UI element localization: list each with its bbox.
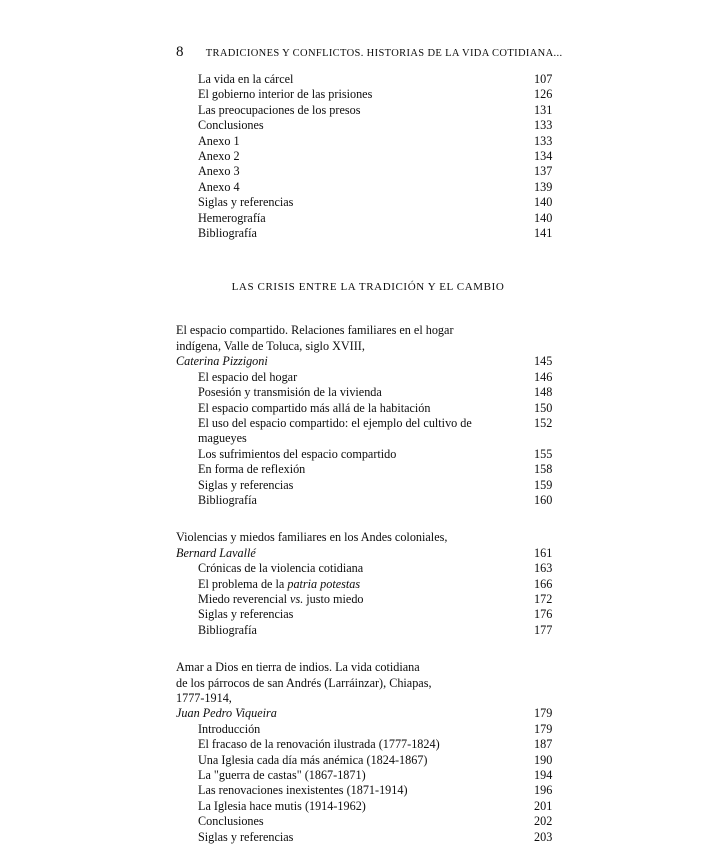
toc-entry[interactable] xyxy=(198,478,560,493)
spacer xyxy=(176,241,560,281)
toc-entry-page: 201 xyxy=(534,798,553,813)
toc-entry-label: Conclusiones xyxy=(198,814,264,829)
toc-entry-page: 159 xyxy=(534,477,553,492)
toc-entry-label-post: justo miedo xyxy=(303,591,364,606)
toc-entry-label: La vida en la cárcel xyxy=(198,72,294,86)
toc-entry-label: Anexo 1 xyxy=(198,133,240,148)
toc-entry[interactable] xyxy=(198,195,560,210)
toc-entry-label: Introducción xyxy=(198,721,261,736)
toc-chapter-author: Bernard Lavallé xyxy=(176,545,256,560)
toc-entry-label: El gobierno interior de las prisiones xyxy=(198,87,373,102)
toc-entry[interactable] xyxy=(198,592,560,607)
spacer xyxy=(176,638,560,660)
toc-entry-page: 187 xyxy=(534,737,553,752)
toc-entry-label: Hemerografía xyxy=(198,210,266,225)
toc-entry-page: 196 xyxy=(534,783,553,798)
toc-chapter-title xyxy=(176,660,444,722)
toc-entry[interactable] xyxy=(198,87,560,102)
toc-entry-label-italic: vs. xyxy=(290,591,304,606)
toc-chapter-heading[interactable] xyxy=(176,530,560,561)
toc-entry-page: 107 xyxy=(534,72,553,86)
toc-entry[interactable] xyxy=(198,164,560,179)
toc-entry[interactable] xyxy=(198,416,560,447)
toc-entry-page: 190 xyxy=(534,752,553,767)
toc-entry-label: La "guerra de castas" (1867-1871) xyxy=(198,768,366,783)
toc-entry[interactable] xyxy=(198,768,560,783)
toc-entry-label: Una Iglesia cada día más anémica (1824-1867) xyxy=(198,752,428,767)
toc-entry-page: 177 xyxy=(534,622,553,637)
toc-entry-label: Siglas y referencias xyxy=(198,607,294,622)
toc-chapter-title-line-2 xyxy=(176,339,454,370)
toc-entry[interactable] xyxy=(198,737,560,752)
toc-entry-page: 133 xyxy=(534,118,553,133)
toc-entry[interactable] xyxy=(198,607,560,622)
toc-entry-page: 150 xyxy=(534,400,553,415)
toc-entry-label: Siglas y referencias xyxy=(198,477,294,492)
toc-group-chapter-2 xyxy=(176,530,560,638)
toc-entry-page: 176 xyxy=(534,607,553,622)
toc-entry-page: 152 xyxy=(534,415,553,430)
toc-chapter-title-line-2: de los párrocos de san Andrés (Larráinzar), Chiapas, xyxy=(176,675,432,690)
toc-chapter-title-line-3 xyxy=(176,691,432,722)
toc-entry[interactable] xyxy=(198,211,560,226)
toc-chapter-title-line-1: Violencias y miedos familiares en los Andes coloniales, xyxy=(176,530,448,545)
toc-entry[interactable] xyxy=(198,561,560,576)
spacer xyxy=(176,508,560,530)
toc-entry-page: 141 xyxy=(534,226,553,241)
toc-chapter-author: Caterina Pizzigoni xyxy=(176,354,268,369)
toc-entry-page: 166 xyxy=(534,576,553,591)
toc-entry-page: 137 xyxy=(534,164,553,179)
toc-entry[interactable] xyxy=(198,722,560,737)
page-header xyxy=(176,44,563,61)
toc-entry[interactable] xyxy=(198,493,560,508)
toc-entry-label: El fracaso de la renovación ilustrada (1777-1824) xyxy=(198,737,440,752)
toc-entry-page: 203 xyxy=(534,829,553,844)
toc-entry-label: Las preocupaciones de los presos xyxy=(198,102,361,117)
toc-entry[interactable] xyxy=(198,447,560,462)
toc-entry-page: 163 xyxy=(534,561,553,576)
toc-chapter-heading[interactable] xyxy=(176,660,560,722)
toc-chapter-heading[interactable] xyxy=(176,323,560,369)
toc-entry[interactable] xyxy=(198,783,560,798)
toc-chapter-title xyxy=(176,530,459,561)
toc-chapter-page: 179 xyxy=(534,706,553,721)
toc-chapter-title xyxy=(176,323,466,369)
toc-entry-label: El uso del espacio compartido: el ejemplo del cultivo de magueyes xyxy=(198,415,472,446)
toc-entry-label: Anexo 2 xyxy=(198,149,240,164)
toc-entry-page: 158 xyxy=(534,462,553,477)
toc-entry-label: La Iglesia hace mutis (1914-1962) xyxy=(198,798,366,813)
toc-entry-label: Posesión y transmisión de la vivienda xyxy=(198,385,382,400)
toc-entry[interactable] xyxy=(198,830,560,845)
toc-entry[interactable] xyxy=(198,149,560,164)
toc-entry[interactable] xyxy=(198,370,560,385)
toc-entry-label: Conclusiones xyxy=(198,118,264,133)
toc-group-chapter-3 xyxy=(176,660,560,845)
toc-entry-label: Crónicas de la violencia cotidiana xyxy=(198,561,364,576)
toc-entry-page: 148 xyxy=(534,385,553,400)
toc-entry-label: El espacio del hogar xyxy=(198,369,298,384)
toc-entry[interactable] xyxy=(198,134,560,149)
toc-entry-page: 194 xyxy=(534,768,553,783)
toc-entry-page: 202 xyxy=(534,814,553,829)
toc-entry[interactable] xyxy=(198,103,560,118)
part-title: LAS CRISIS ENTRE LA TRADICIÓN Y EL CAMBIO xyxy=(231,281,505,294)
toc-entry[interactable] xyxy=(198,799,560,814)
toc-entry-page: 134 xyxy=(534,149,553,164)
toc-entry-label xyxy=(198,592,376,607)
toc-entry-label: Siglas y referencias xyxy=(198,195,294,210)
toc-entry[interactable] xyxy=(198,118,560,133)
toc-entry[interactable] xyxy=(198,385,560,400)
toc-entry-label-pre: Miedo reverencial xyxy=(198,591,291,606)
toc-entry-page: 140 xyxy=(534,210,553,225)
toc-entry[interactable] xyxy=(198,180,560,195)
toc-entry-label: El espacio compartido más allá de la habitación xyxy=(198,400,431,415)
toc-chapter-page: 161 xyxy=(534,545,553,560)
toc-entry-page: 139 xyxy=(534,179,553,194)
toc-entry-label: Los sufrimientos del espacio compartido xyxy=(198,446,397,461)
toc-chapter-title-line-1: Amar a Dios en tierra de indios. La vida cotidiana xyxy=(176,660,420,675)
toc-entry-label: Siglas y referencias xyxy=(198,829,294,844)
toc-entry[interactable] xyxy=(198,623,560,638)
toc-entry-label: Bibliografía xyxy=(198,226,257,241)
toc-group-previous-chapter xyxy=(176,72,560,241)
toc-chapter-author: Juan Pedro Viqueira xyxy=(176,706,277,721)
toc-entry-label: Bibliografía xyxy=(198,622,257,637)
toc-entry-page: 133 xyxy=(534,133,553,148)
toc-entry-page: 155 xyxy=(534,446,553,461)
toc-group-chapter-1 xyxy=(176,323,560,508)
toc-entry-page: 160 xyxy=(534,492,553,507)
toc-entry[interactable] xyxy=(198,462,560,477)
toc-chapter-page: 145 xyxy=(534,354,553,369)
table-of-contents xyxy=(176,72,560,845)
toc-entry[interactable] xyxy=(198,401,560,416)
toc-entry-label: Bibliografía xyxy=(198,492,257,507)
toc-entry-page: 126 xyxy=(534,87,553,102)
toc-entry-page: 179 xyxy=(534,721,553,736)
toc-entry-page: 131 xyxy=(534,102,553,117)
toc-entry-label: En forma de reflexión xyxy=(198,462,306,477)
toc-chapter-title-line-3-text: 1777-1914, xyxy=(176,691,232,705)
toc-entry-label-italic: patria potestas xyxy=(287,576,361,591)
toc-entry[interactable] xyxy=(198,72,560,87)
folio-number: 8 xyxy=(176,44,184,60)
toc-entry[interactable] xyxy=(198,577,560,592)
spacer xyxy=(176,293,560,323)
toc-entry-label: Anexo 3 xyxy=(198,164,240,179)
running-title: TRADICIONES Y CONFLICTOS. HISTORIAS DE LA VIDA COTIDIANA... xyxy=(205,48,563,59)
toc-entry[interactable] xyxy=(198,814,560,829)
toc-entry[interactable] xyxy=(198,753,560,768)
toc-entry[interactable] xyxy=(198,226,560,241)
toc-chapter-title-line-1: El espacio compartido. Relaciones familiares en el hogar xyxy=(176,323,454,338)
toc-entry-label-pre: El problema de la xyxy=(198,576,288,591)
toc-entry-page: 172 xyxy=(534,591,553,606)
toc-entry-page: 146 xyxy=(534,369,553,384)
toc-entry-label xyxy=(198,577,372,592)
toc-entry-label: Anexo 4 xyxy=(198,179,240,194)
toc-entry-page: 140 xyxy=(534,195,553,210)
toc-chapter-title-line-2-text: indígena, Valle de Toluca, siglo XVIII, xyxy=(176,338,365,353)
toc-entry-label: Las renovaciones inexistentes (1871-1914) xyxy=(198,783,408,798)
